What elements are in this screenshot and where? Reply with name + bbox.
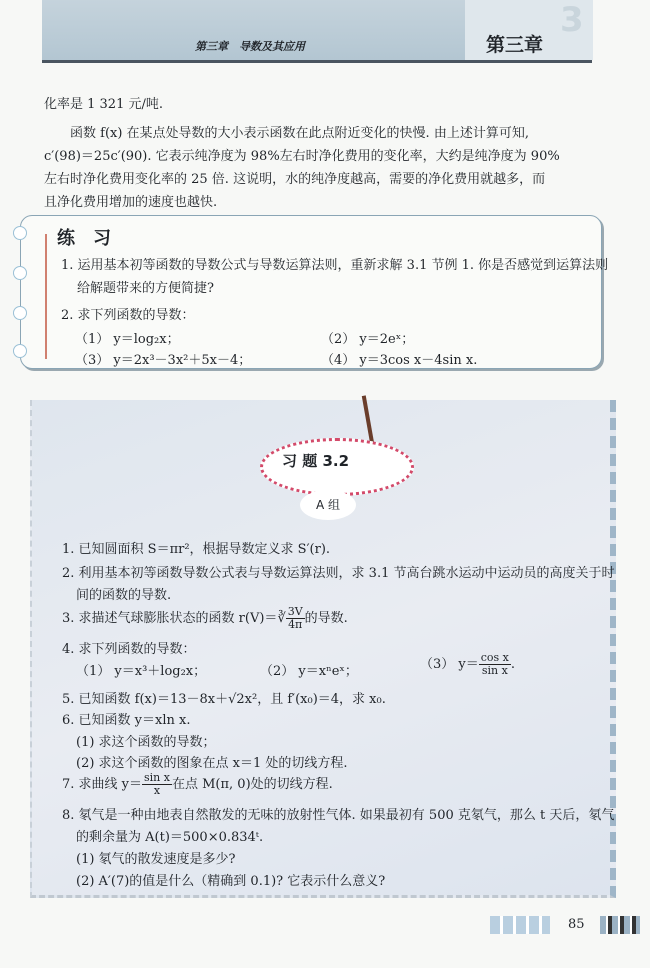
q4-3-text: .: [510, 657, 516, 672]
exercise-item: 的剩余量为 A(t)＝500×0.834ᵗ.: [76, 830, 264, 845]
q4-3-text: （3） y＝: [420, 657, 479, 672]
numerator: sin x: [144, 771, 170, 784]
exercise-title: 习 题 3.2: [282, 452, 350, 470]
footer-decoration: [490, 916, 550, 934]
exercise-subitem: (1) 求这个函数的导数；: [76, 735, 216, 750]
exercise-subitem: [420, 652, 515, 677]
q4-3-fraction: [479, 652, 511, 677]
exercise-item: 2. 利用基本初等函数导数公式表与导数运算法则，求 3.1 节高台跳水运动中运动员的高度关于时: [62, 566, 615, 581]
exercise-item: 6. 已知函数 y＝xln x.: [62, 713, 191, 728]
footer-decoration: [600, 916, 640, 934]
practice-item: 1. 运用基本初等函数的导数公式与导数运算法则，重新求解 3.1 节例 1. 你是否感觉到运算法则: [61, 258, 609, 273]
body-line: c′(98)＝25c′(90). 它表示纯净度为 98%左右时净化费用的变化率，大约是纯净度为 90%: [44, 149, 560, 164]
chapter-label: 第三章: [486, 34, 544, 56]
q7-text: 7. 求曲线 y＝: [62, 777, 143, 792]
practice-subitem: （1） y＝log₂x；: [75, 332, 180, 347]
chapter-number-watermark: 3: [560, 0, 584, 40]
denominator: x: [153, 784, 161, 797]
binder-ring-icon: [13, 344, 27, 358]
binder-ring-icon: [13, 306, 27, 320]
numerator: cos x: [480, 651, 509, 664]
exercise-item: 1. 已知圆面积 S＝πr²，根据导数定义求 S′(r).: [62, 542, 331, 557]
margin-rule: [45, 234, 47, 359]
numerator: 3V: [287, 605, 303, 618]
body-line: 左右时净化费用变化率的 25 倍. 这说明，水的纯净度越高，需要的净化费用就越多，而: [44, 172, 546, 187]
body-line: 函数 f(x) 在某点处导数的大小表示函数在此点附近变化的快慢. 由上述计算可知,: [44, 126, 529, 141]
q7-text: 在点 M(π, 0)处的切线方程.: [171, 777, 333, 792]
page-number: 85: [568, 917, 585, 932]
practice-subitem: （4） y＝3cos x－4sin x.: [321, 353, 478, 368]
q3-fraction: [286, 606, 305, 631]
exercise-item: 8. 氡气是一种由地表自然散发的无味的放射性气体. 如果最初有 500 克氡气，那么 t 天后，氡气: [62, 808, 615, 823]
denominator: 4π: [288, 618, 303, 631]
group-label: A 组: [316, 498, 341, 512]
practice-subitem: （2） y＝2eˣ；: [321, 332, 415, 347]
q3-text: 的导数.: [304, 611, 348, 626]
q7-fraction: [142, 772, 172, 797]
q3-text: 3. 求描述气球膨胀状态的函数 r(V)＝∛: [62, 611, 286, 626]
practice-item: 2. 求下列函数的导数：: [61, 308, 195, 323]
binder-ring-icon: [13, 266, 27, 280]
practice-title: 练 习: [57, 228, 111, 249]
exercise-subitem: (2) A′(7)的值是什么（精确到 0.1)? 它表示什么意义?: [76, 874, 386, 889]
running-title: 第三章 导数及其应用: [195, 40, 305, 53]
exercise-subitem: （1） y＝x³＋log₂x；: [76, 664, 207, 679]
practice-subitem: （3） y＝2x³－3x²＋5x－4；: [75, 353, 252, 368]
exercise-item: 间的函数的导数.: [76, 588, 172, 603]
exercise-subitem: (1) 氡气的散发速度是多少?: [76, 852, 236, 867]
exercise-item: 4. 求下列函数的导数：: [62, 642, 196, 657]
exercise-item: [62, 772, 333, 797]
body-line: 化率是 1 321 元/吨.: [44, 97, 163, 112]
binder-ring-icon: [13, 226, 27, 240]
denominator: sin x: [481, 664, 508, 677]
exercise-subitem: （2） y＝xⁿeˣ；: [260, 664, 358, 679]
practice-item: 给解题带来的方便简捷?: [77, 281, 214, 296]
exercise-item: [62, 606, 348, 631]
exercise-item: 5. 已知函数 f(x)＝13－8x＋√2x²，且 f′(x₀)＝4，求 x₀.: [62, 692, 386, 707]
exercise-subitem: (2) 求这个函数的图象在点 x＝1 处的切线方程.: [76, 756, 348, 771]
practice-box: [20, 215, 609, 369]
body-line: 且净化费用增加的速度也越快.: [44, 195, 218, 210]
